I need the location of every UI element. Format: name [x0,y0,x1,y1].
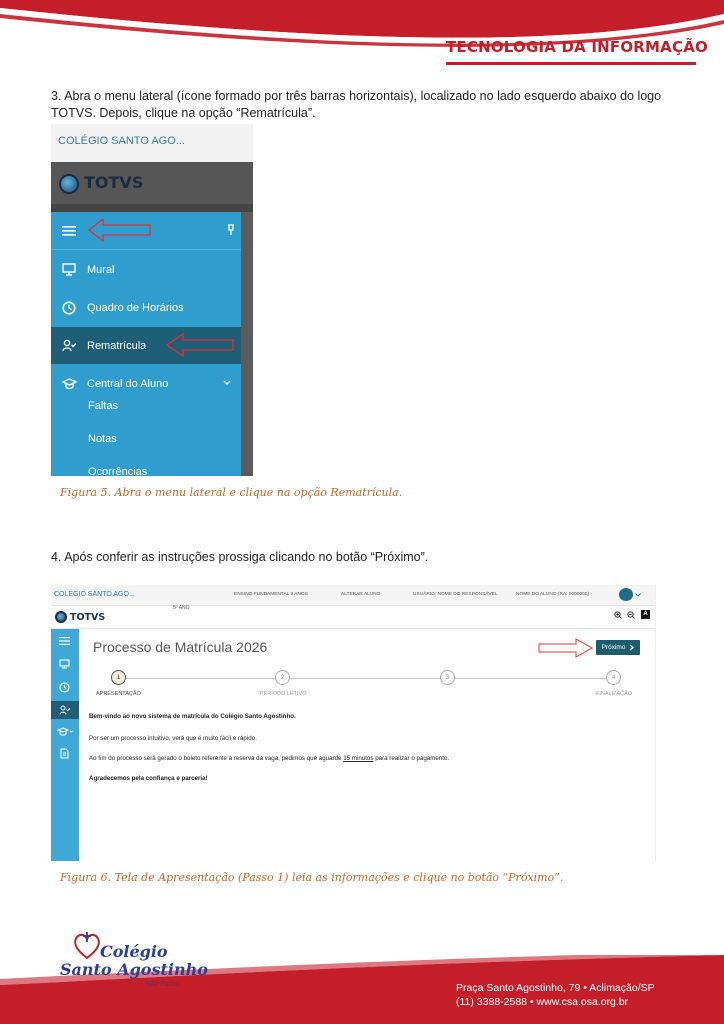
scrollbar[interactable] [241,212,253,476]
logo-line2: Santo Agostinho [60,960,208,979]
figure5-caption: Figura 5. Abra o menu lateral e clique na opção Rematrícula. [60,486,403,499]
pin-icon[interactable] [227,224,235,236]
school-name: COLÉGIO SANTO AGO... [54,591,135,598]
red-arrow-annotation [165,332,235,358]
hamburger-icon[interactable] [59,637,70,645]
totvs-logo-text: TOTVS [70,612,106,623]
payment-text-a: Ao fim do processo será gerado o boleto referente à reserva da vaga, pedimos que aguarde [89,755,344,762]
divider [51,628,655,629]
menu-item-label: Quadro de Horários [87,301,184,314]
change-student-link[interactable]: ALTERAR ALUNO [341,592,381,597]
clock-icon[interactable] [59,682,70,693]
user-check-icon [51,339,87,352]
clock-icon [51,301,87,315]
user-check-icon [59,705,71,715]
top-bar [51,585,655,606]
next-button[interactable] [596,640,640,655]
grade-label: 5º ANO [173,605,190,611]
payment-text-c: para realizar o pagamento. [373,755,450,762]
intro-text: Por ser um processo intuitivo, verá que é muito fácil e rápido. [89,735,257,742]
step4-instruction: 4. Após conferir as instruções prossiga clicando no botão “Próximo”. [51,550,429,564]
zoom-out-icon[interactable] [627,611,635,619]
header-title: TECNOLOGIA DA INFORMAÇÃO [446,38,708,56]
chevron-down-icon [223,380,231,386]
divider [51,204,253,212]
welcome-text: Bem-vindo ao novo sistema de matrícula do Colégio Santo Agostinho. [89,713,296,720]
zoom-in-icon[interactable] [614,611,622,619]
menu-item-central-aluno[interactable] [51,365,241,402]
school-logo [58,930,208,990]
totvs-logo-icon [55,611,67,623]
menu-item-quadro-horarios[interactable] [51,289,241,326]
page-title: Processo de Matrícula 2026 [93,639,268,655]
step-1-label: APRESENTAÇÃO [96,691,141,697]
step-1-indicator: 1 [111,670,126,685]
menu-item-label: Central do Aluno [87,377,169,390]
payment-text [89,755,449,762]
submenu-item-ocorrencias[interactable]: Ocorrências [88,466,148,476]
totvs-logo-icon [59,174,79,194]
topbar-segment: ENSINO FUNDAMENTAL 9 ANOS [234,592,308,597]
stepper-line [126,678,620,679]
student-name: NOME DO ALUNO (RA: 0000000) [516,592,590,597]
step3-instruction: 3. Abra o menu lateral (ícone formado por três barras horizontais), localizado no lado esquerdo abaixo do logo TOTVS. Depois, clique na opção “Rematrícula”. [51,89,662,120]
rail-item-rematricula[interactable] [51,701,79,719]
monitor-icon[interactable] [59,659,70,669]
step-3-indicator: 3 [440,670,455,685]
menu-item-label: Rematrícula [87,339,147,352]
step-4-label: FINALIZAÇÃO [596,691,633,697]
side-rail [51,629,79,861]
next-button-label: Próximo [601,644,626,651]
matricula-screenshot [51,585,656,861]
figure6-caption: Figura 6. Tela de Apresentação (Passo 1) leia as informações e clique no botão “Próximo”. [60,871,564,884]
menu-item-label: Mural [87,263,115,276]
submenu-item-notas[interactable]: Notas [88,433,117,445]
totvs-logo-text: TOTVS [84,173,144,192]
thanks-text: Agradecemos pela confiança e parceria! [89,775,208,782]
red-arrow-annotation [538,638,594,658]
divider [51,249,241,250]
heart-cross-icon [72,932,102,960]
step-2-label: PERÍODO LETIVO [260,691,307,697]
graduation-cap-icon[interactable] [57,727,73,737]
header-underline [446,62,696,65]
sidebar-screenshot [51,124,253,476]
submenu-item-faltas[interactable]: Faltas [88,400,118,412]
school-name: COLÉGIO SANTO AGO... [58,135,185,147]
chevron-down-icon[interactable] [635,593,641,597]
totvs-logo-bar [51,162,253,204]
graduation-cap-icon [51,378,87,390]
logo-line1: Colégio [100,942,168,961]
step-2-indicator: 2 [275,670,290,685]
red-arrow-annotation [87,217,153,243]
step-4-indicator: 4 [606,670,621,685]
avatar[interactable] [619,588,633,601]
user-name: USUÁRIO: NOME DO RESPONSÁVEL [413,592,498,597]
accessibility-icon[interactable]: A [641,610,650,619]
chevron-right-icon [629,644,634,651]
menu-item-mural[interactable] [51,251,241,288]
logo-city: São Paulo [146,980,179,988]
document-icon[interactable] [60,748,69,759]
footer-address: Praça Santo Agostinho, 79 • Aclimação/SP [456,982,655,994]
side-menu [51,212,241,476]
header-swoosh [0,0,724,70]
footer-contact: (11) 3388-2588 • www.csa.osa.org.br [456,996,629,1008]
school-bar [51,124,253,162]
hamburger-icon[interactable] [51,226,87,236]
monitor-icon [51,263,87,276]
payment-text-b: 15 minutos [343,755,374,762]
